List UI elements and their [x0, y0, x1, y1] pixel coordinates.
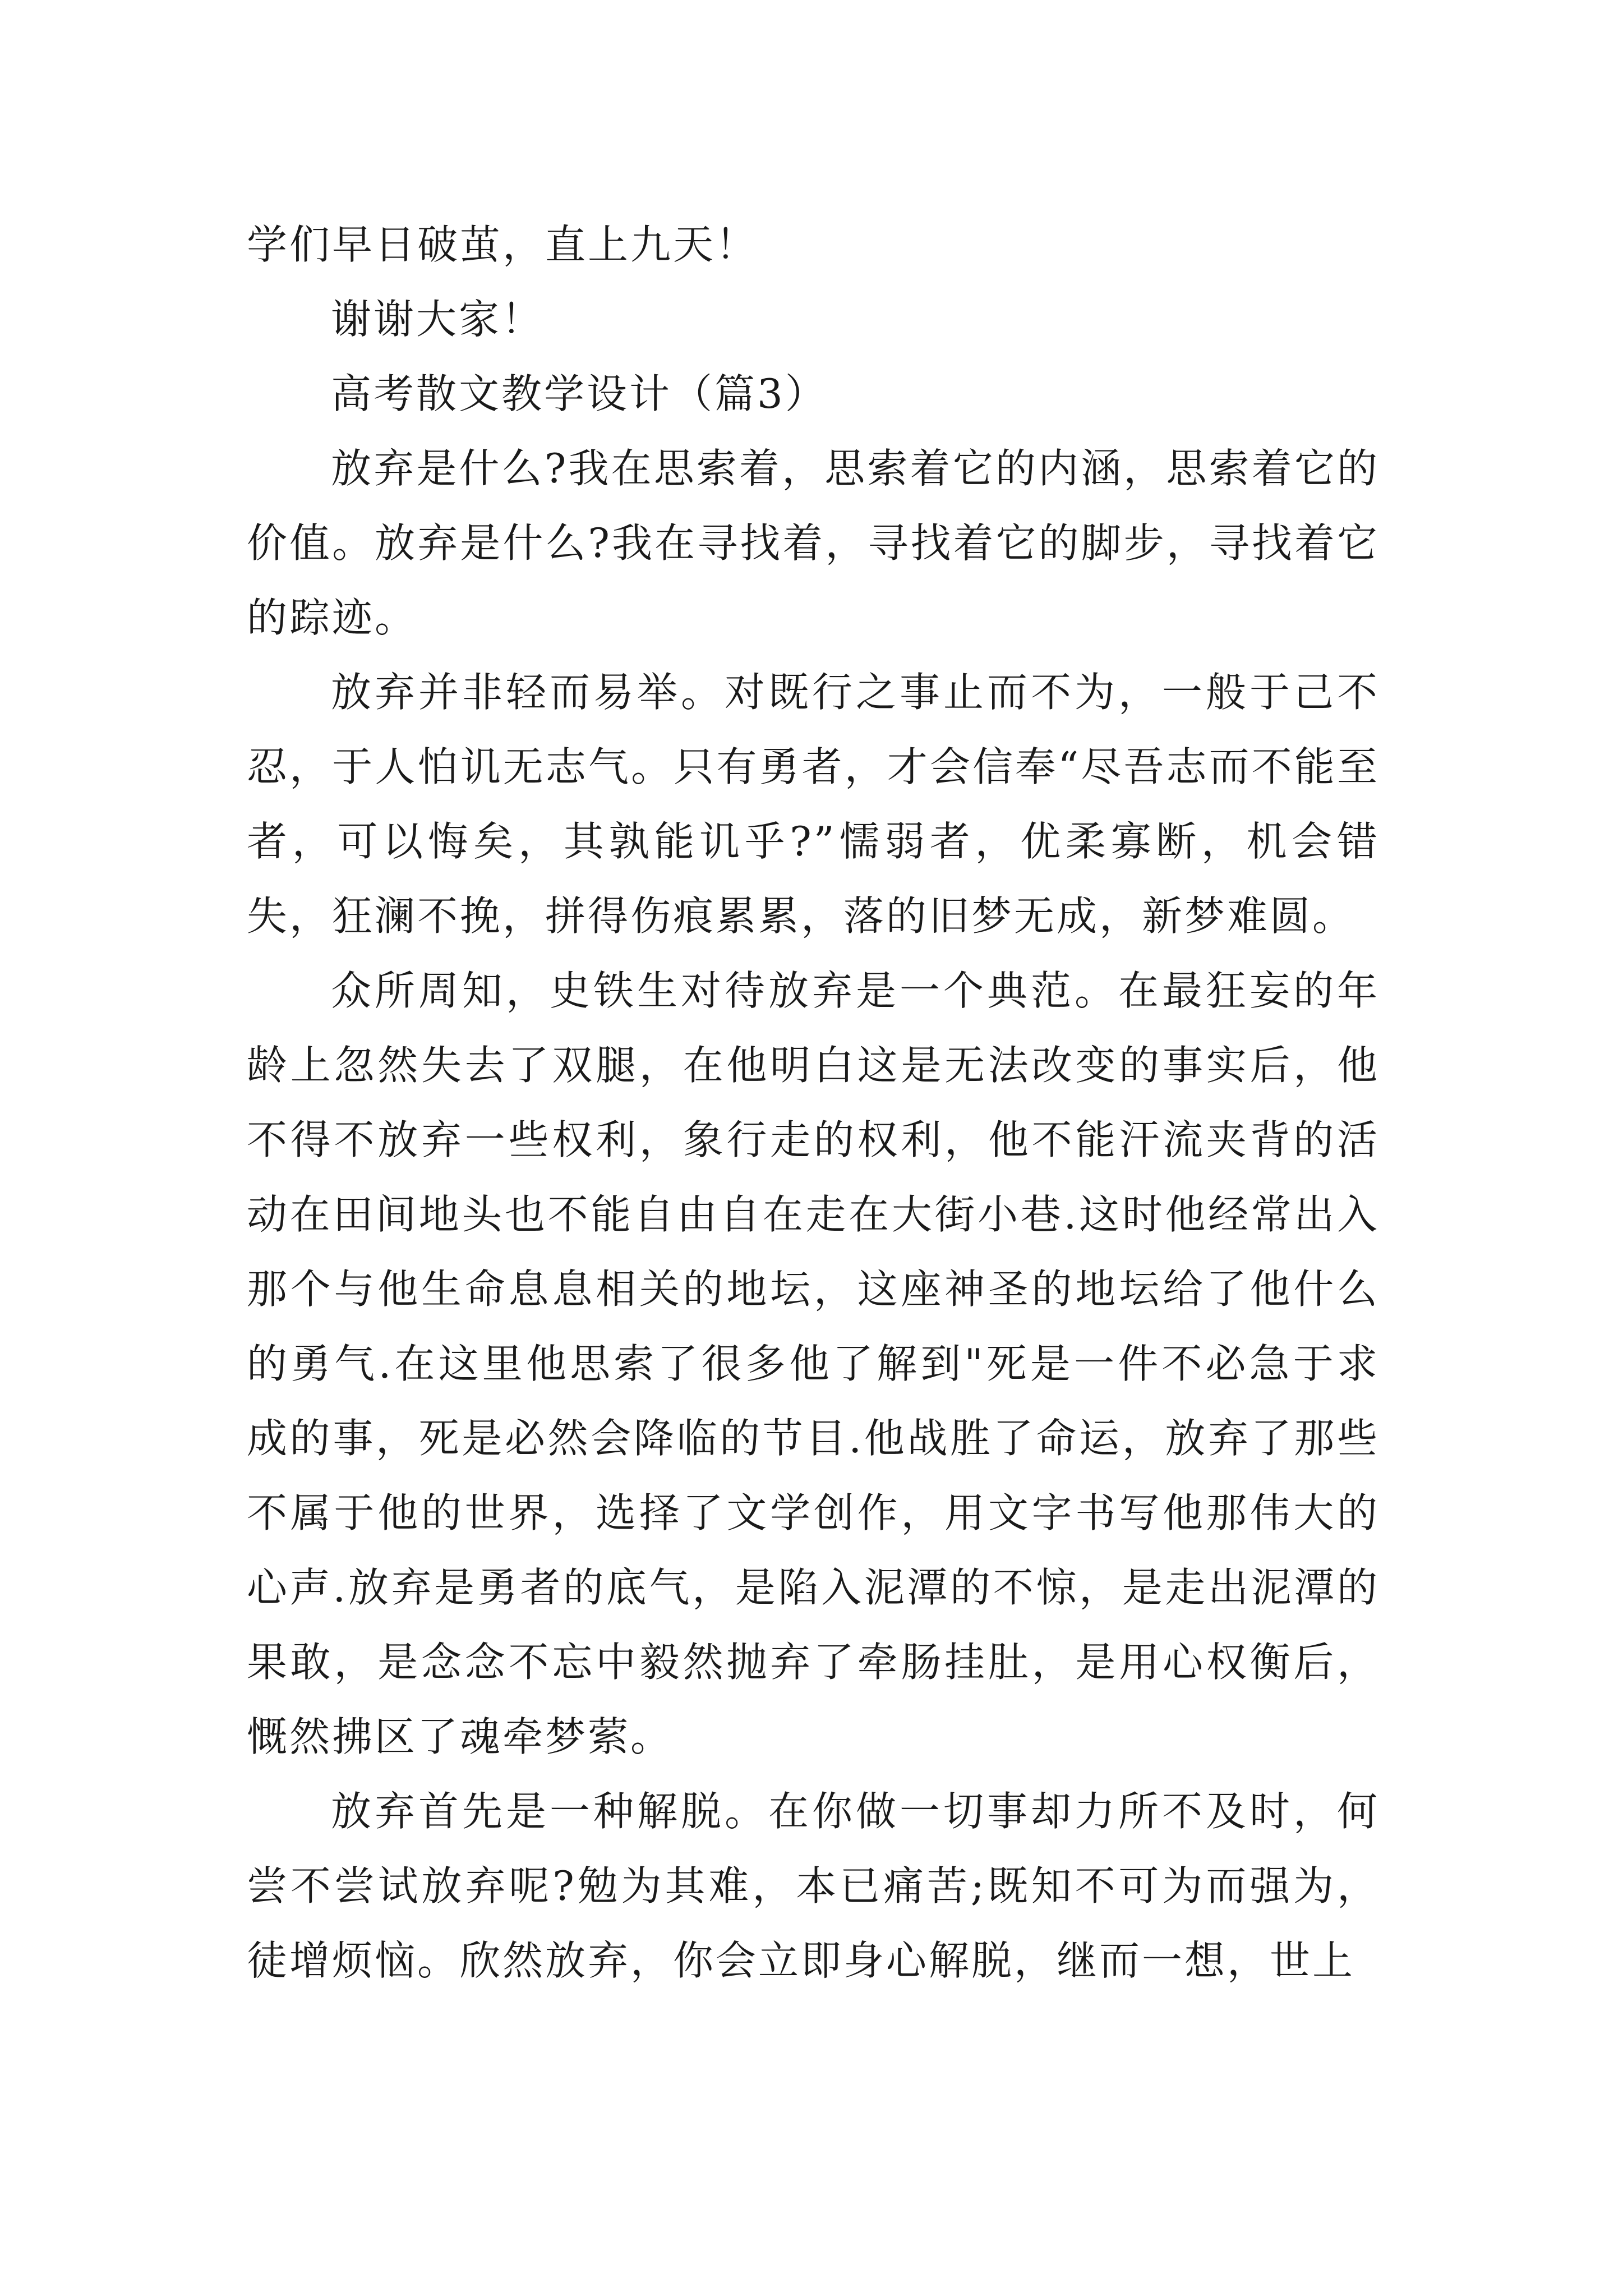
paragraph-relief: 放弃首先是一种解脱。在你做一切事却力所不及时，何尝不尝试放弃呢?勉为其难，本已痛苦;既知不可为而强为，徒增烦恼。欣然放弃，你会立即身心解脱，继而一想，世上	[247, 1788, 1380, 1984]
paragraph-what-is-giving-up: 放弃是什么?我在思索着，思索着它的内涵，思索着它的价值。放弃是什么?我在寻找着，寻找着它的脚步，寻找着它的踪迹。	[247, 445, 1380, 641]
document-body	[247, 208, 1380, 1998]
paragraph-thanks: 谢谢大家！	[331, 296, 545, 343]
paragraph-shi-tiesheng: 众所周知，史铁生对待放弃是一个典范。在最狂妄的年龄上忽然失去了双腿，在他明白这是无法改变的事实后，他不得不放弃一些权利，象行走的权利，他不能汗流夹背的活动在田间地头也不能自由自在走在大街小巷.这时他经常出入那个与他生命息息相关的地坛，这座神圣的地坛给了他什么的勇气.在这里他思索了很多他了解到"死是一件不必急于求成的事，死是必然会降临的节目.他战胜了命运，放弃了那些不属于他的世界，选择了文学创作，用文字书写他那伟大的心声.放弃是勇者的底气，是陷入泥潭的不惊，是走出泥潭的果敢，是念念不忘中毅然抛弃了牵肠挂肚，是用心权衡后，慨然拂区了魂牵梦萦。	[247, 967, 1380, 1760]
section-heading: 高考散文教学设计（篇3）	[331, 370, 828, 417]
paragraph-not-easy: 放弃并非轻而易举。对既行之事止而不为，一般于己不忍，于人怕讥无志气。只有勇者，才会信奉“尽吾志而不能至者，可以悔矣，其孰能讥乎?”懦弱者，优柔寡断，机会错失，狂澜不挽，拼得伤痕累累，落的旧梦无成，新梦难圆。	[247, 669, 1380, 940]
paragraph-closing-line: 学们早日破茧，直上九天！	[247, 221, 759, 268]
